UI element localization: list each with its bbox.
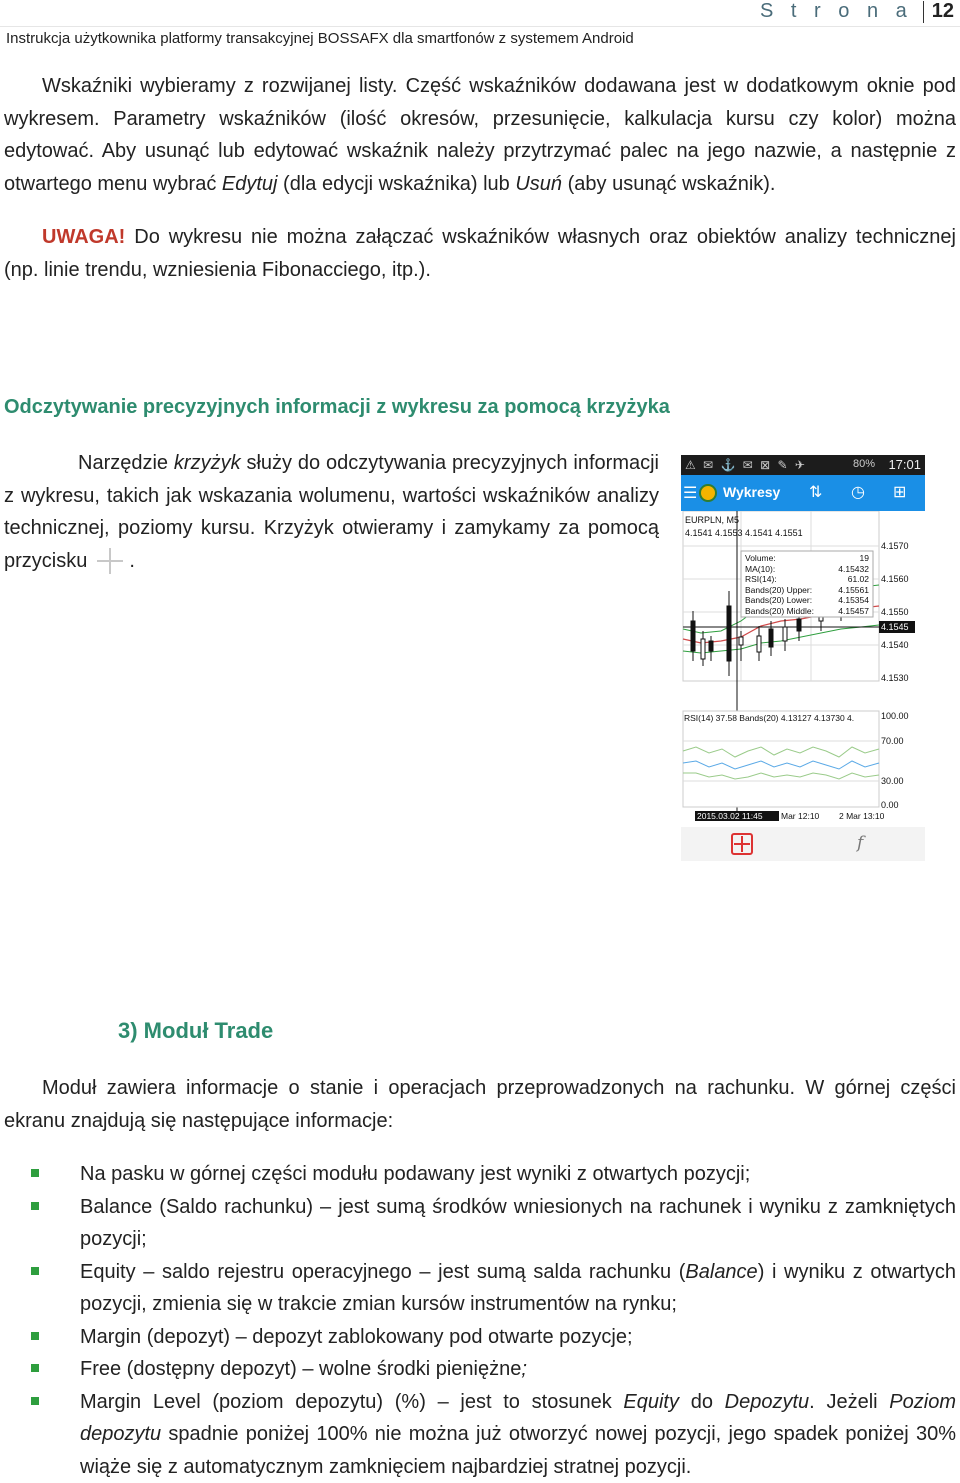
page-number-header bbox=[760, 0, 954, 23]
lower-panel-label: RSI(14) 37.58 Bands(20) 4.13127 4.13730 4. bbox=[684, 713, 854, 723]
bullet-icon bbox=[31, 1169, 39, 1177]
rsi-tick: 30.00 bbox=[881, 776, 904, 786]
time-label: Mar 12:10 bbox=[781, 811, 819, 821]
phone-screenshot bbox=[681, 455, 925, 861]
delete-term: Usuń bbox=[515, 173, 562, 195]
trade-module-heading: 3) Moduł Trade bbox=[118, 1018, 273, 1044]
rsi-tick: 0.00 bbox=[881, 800, 899, 810]
list-item: Balance (Saldo rachunku) – jest sumą środków wniesionych na rachunek i wyniku z zamkniętych pozycji; bbox=[28, 1191, 956, 1256]
crosshair-tooltip: Volume: 19 MA(10): 4.15432 RSI(14): 61.02 Bands(20) Upper: 4.15561 Bands(20) Lower: 4.15354 Bands(20) Middle: 4.15457 bbox=[745, 553, 869, 616]
timeframe-icon[interactable]: ◷ bbox=[851, 482, 865, 502]
app-bar bbox=[681, 475, 925, 511]
battery-level: 80% bbox=[853, 458, 875, 470]
bottom-toolbar bbox=[681, 827, 925, 861]
price-tick: 4.1550 bbox=[881, 607, 909, 617]
page-number: 12 bbox=[932, 0, 954, 22]
bullet-icon bbox=[31, 1364, 39, 1372]
warning-label: UWAGA! bbox=[42, 226, 125, 248]
list-item: Na pasku w górnej części modułu podawany jest wyniki z otwartych pozycji; bbox=[28, 1158, 956, 1191]
indicators-button[interactable]: f bbox=[857, 833, 863, 853]
time-label: 2 Mar 13:10 bbox=[839, 811, 884, 821]
crosshair-paragraph: Narzędzie krzyżyk służy do odczytywania precyzyjnych informacji z wykresu, takich jak wskazania wolumenu, wartości wskaźników analizy technicznej, poziomy kursu. Krzyżyk otwieramy i zamykamy za pomocą przycisku . bbox=[4, 447, 659, 577]
price-tick: 4.1560 bbox=[881, 574, 909, 584]
bullet-icon bbox=[31, 1332, 39, 1340]
crosshair-icon bbox=[95, 546, 125, 576]
list-item: Margin (depozyt) – depozyt zablokowany pod otwarte pozycje; bbox=[28, 1321, 956, 1354]
list-item: Equity – saldo rejestru operacyjnego – jest sumą salda rachunku (Balance) i wyniku z otwartych pozycji, zmienia się w trakcie zmian kursów instrumentów na rynku; bbox=[28, 1256, 956, 1321]
ohlc-values: 4.1541 4.1553 4.1541 4.1551 bbox=[685, 528, 803, 538]
notification-icons: ⚠ ✉ ⚓ ✉ ⊠ ✎ ✈ bbox=[685, 458, 807, 472]
intro-paragraph: Wskaźniki wybieramy z rozwijanej listy. Część wskaźników dodawana jest w dodatkowym oknie pod wykresem. Parametry wskaźników (ilość okresów, przesunięcie, kalkulacja kursu czy kolor) można edytować. Aby usunąć lub edytować wskaźnik należy przytrzymać palec na jego nazwie, a następnie z otwartego menu wybrać Edytuj (dla edycji wskaźnika) lub Usuń (aby usunąć wskaźnik). bbox=[4, 70, 956, 200]
crosshair-heading: Odczytywanie precyzyjnych informacji z wykresu za pomocą krzyżyka bbox=[4, 396, 670, 419]
document-title: Instrukcja użytkownika platformy transakcyjnej BOSSAFX dla smartfonów z systemem Android bbox=[6, 30, 634, 47]
chart-type-icon[interactable]: ⇅ bbox=[809, 482, 822, 502]
app-title: Wykresy bbox=[723, 484, 780, 500]
trade-intro: Moduł zawiera informacje o stanie i operacjach przeprowadzonych na rachunku. W górnej części ekranu znajdują się następujące informacje: bbox=[4, 1072, 956, 1137]
trade-info-list bbox=[28, 1158, 956, 1483]
menu-icon[interactable]: ☰ bbox=[683, 483, 697, 503]
page-word: S t r o n a bbox=[760, 0, 913, 22]
add-indicator-icon[interactable]: ⊞ bbox=[893, 482, 906, 502]
list-item: Free (dostępny depozyt) – wolne środki pieniężne; bbox=[28, 1353, 956, 1386]
chart-symbol: EURPLN, M5 bbox=[685, 515, 739, 525]
price-tick-active: 4.1545 bbox=[881, 622, 909, 632]
price-tick: 4.1530 bbox=[881, 673, 909, 683]
bullet-icon bbox=[31, 1397, 39, 1405]
bullet-icon bbox=[31, 1202, 39, 1210]
app-logo-icon bbox=[699, 484, 717, 502]
clock: 17:01 bbox=[888, 457, 921, 472]
price-tick: 4.1540 bbox=[881, 640, 909, 650]
edit-term: Edytuj bbox=[222, 173, 278, 195]
bullet-icon bbox=[31, 1267, 39, 1275]
warning-paragraph: UWAGA! Do wykresu nie można załączać wskaźników własnych oraz obiektów analizy technicznej (np. linie trendu, wzniesienia Fibonacciego, itp.). bbox=[4, 221, 956, 286]
list-item: Margin Level (poziom depozytu) (%) – jest to stosunek Equity do Depozytu. Jeżeli Poziom depozytu spadnie poniżej 100% nie można już otworzyć nowej pozycji, jego spadek poniżej 30% wiąże się z automatycznym zamknięciem najbardziej stratnej pozycji. bbox=[28, 1386, 956, 1483]
status-bar bbox=[681, 455, 925, 475]
rsi-tick: 100.00 bbox=[881, 711, 909, 721]
time-label-active: 2015.03.02 11:45 bbox=[697, 811, 763, 821]
rsi-tick: 70.00 bbox=[881, 736, 904, 746]
chart-area[interactable] bbox=[681, 511, 925, 821]
crosshair-button[interactable] bbox=[731, 833, 753, 855]
price-tick: 4.1570 bbox=[881, 541, 909, 551]
